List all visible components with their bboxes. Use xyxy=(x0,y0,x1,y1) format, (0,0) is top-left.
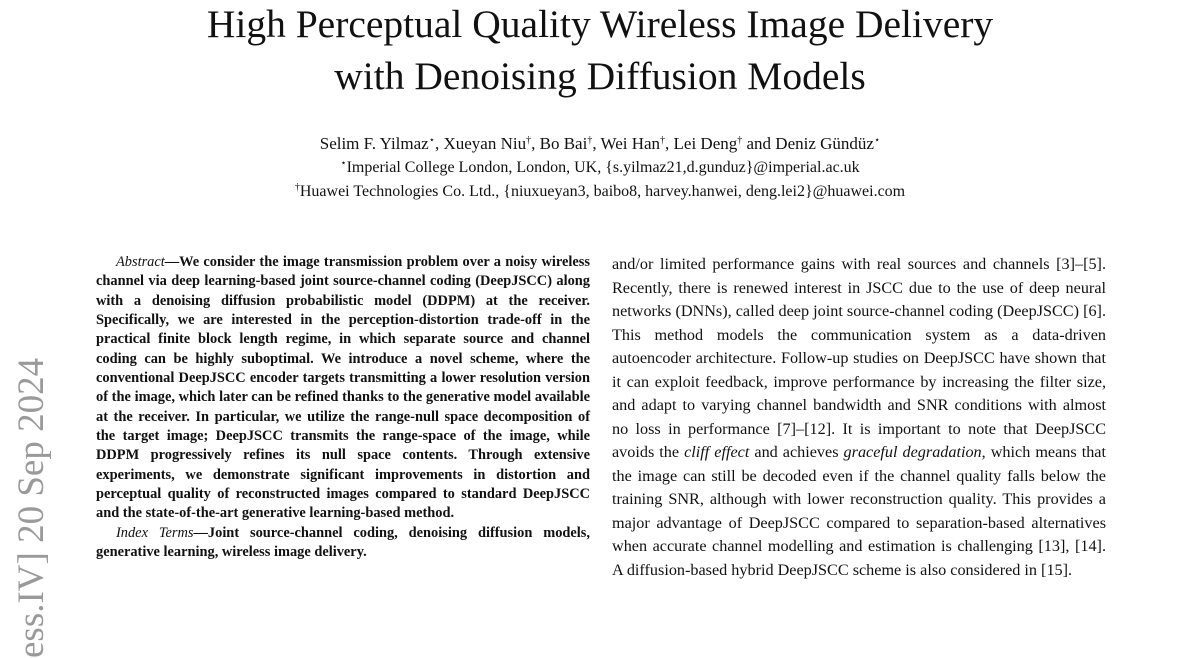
affiliation-mark: ⋆ xyxy=(428,135,435,146)
author-name: , Xueyan Niu xyxy=(434,134,527,153)
affiliation-mark: † xyxy=(526,135,532,146)
author-list xyxy=(0,134,1200,154)
abstract-column xyxy=(96,253,590,563)
abstract-dash: — xyxy=(164,254,180,270)
body-emphasis: cliff effect xyxy=(684,443,750,461)
affiliation-mark: ⋆ xyxy=(340,158,347,169)
paper-title xyxy=(0,0,1200,102)
body-text: and/or limited performance gains with real sources and channels [3]–[5]. Recently, there is renewed interest in JSCC due to the use of deep neural networks (DNNs), called deep joint source-channel coding (DeepJSCC) [6]. This method models the communication system as a data-driven autoencoder architecture. Follow-up studies on DeepJSCC have shown that it can exploit feedback, improve performance by increasing the filter size, and adapt to varying channel bandwidth and SNR conditions with almost no loss in performance [7]–[12]. It is important to note that DeepJSCC avoids the xyxy=(612,255,1106,461)
abstract-paragraph xyxy=(96,253,590,524)
abstract-label: Abstract xyxy=(116,254,165,270)
body-emphasis: graceful degradation xyxy=(843,443,982,461)
author-name: and Deniz Gündüz xyxy=(742,134,874,153)
author-name: , Wei Han xyxy=(592,134,661,153)
arxiv-stamp: ess.IV] 20 Sep 2024 xyxy=(11,357,52,658)
affiliation-huawei xyxy=(0,183,1200,201)
body-paragraph xyxy=(612,253,1106,582)
affiliation-mark: † xyxy=(660,135,666,146)
abstract-text: We consider the image transmission problem over a noisy wireless channel via deep learning-based joint source-channel coding (DeepJSCC) along with a denoising diffusion probabilistic model (DDPM) at the receiver. Specifically, we are interested in the perception-distortion trade-off in the practical finite block length regime, in which separate source and channel coding can be highly suboptimal. We introduce a novel scheme, where the conventional DeepJSCC encoder targets transmitting a lower resolution version of the image, which later can be refined thanks to the generative model available at the receiver. In particular, we utilize the range-null space decomposition of the target image; DeepJSCC transmits the range-space of the image, while DDPM progressively refines its null space contents. Through extensive experiments, we demonstrate significant improvements in distortion and perceptual quality of reconstructed images compared to standard DeepJSCC and the state-of-the-art generative learning-based method. xyxy=(96,254,590,522)
affiliation-text: Huawei Technologies Co. Ltd., {niuxueyan3, baibo8, harvey.hanwei, deng.lei2}@huawei.com xyxy=(299,183,906,200)
affiliation-mark: ⋆ xyxy=(873,135,881,146)
affiliation-text: Imperial College London, London, UK, {s.yilmaz21,d.gunduz}@imperial.ac.uk xyxy=(346,159,860,176)
affiliation-imperial xyxy=(0,159,1200,177)
index-terms-dash: — xyxy=(193,524,208,541)
affiliation-mark: † xyxy=(737,135,743,146)
affiliation-mark: † xyxy=(294,182,300,193)
author-name: , Bo Bai xyxy=(531,134,588,153)
body-text: , which means that the image can still be decoded even if the channel quality falls below the training SNR, although with lower reconstruction quality. This provides a major advantage of DeepJSCC compared to separation-based alternatives when accurate channel modelling and estimation is challenging [13], [14]. A diffusion-based hybrid DeepJSCC scheme is also considered in [15]. xyxy=(612,443,1106,579)
body-text: and achieves xyxy=(749,443,844,461)
author-name: Selim F. Yilmaz xyxy=(319,134,429,153)
index-terms-paragraph xyxy=(96,524,590,563)
index-terms-text: Joint source-channel coding, denoising diffusion models, generative learning, wireless image delivery. xyxy=(96,524,590,561)
index-terms-label: Index Terms xyxy=(116,524,194,541)
author-name: , Lei Deng xyxy=(665,134,738,153)
title-line-1: High Perceptual Quality Wireless Image Delivery xyxy=(206,2,994,46)
affiliation-mark: † xyxy=(587,135,593,146)
title-line-2: with Denoising Diffusion Models xyxy=(334,54,866,98)
body-column-right xyxy=(612,253,1106,582)
